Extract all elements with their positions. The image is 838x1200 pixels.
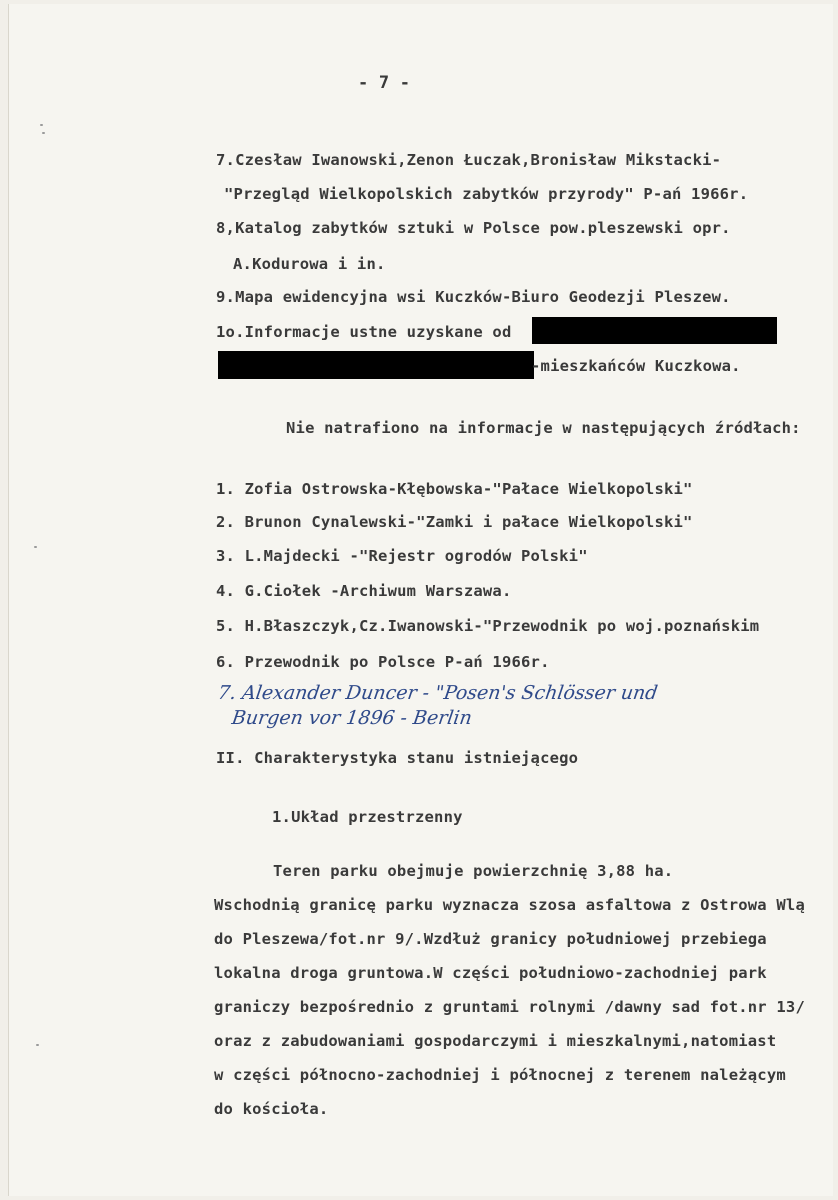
source-item-9: 9.Mapa ewidencyjna wsi Kuczków-Biuro Geodezji Pleszew.: [216, 288, 731, 306]
not-found-item-3: 3. L.Majdecki -"Rejestr ogrodów Polski": [216, 547, 588, 565]
source-item-10-line1: 1o.Informacje ustne uzyskane od: [216, 323, 512, 341]
source-item-8-line2: A.Kodurowa i in.: [233, 255, 386, 273]
page-number: - 7 -: [358, 73, 411, 93]
source-item-7-line2: "Przegląd Wielkopolskich zabytków przyrody" P-ań 1966r.: [224, 185, 749, 203]
subsection-heading: 1.Układ przestrzenny: [272, 808, 463, 826]
section-heading: II. Charakterystyka stanu istniejącego: [216, 749, 579, 767]
handwritten-note-line2: Burgen vor 1896 - Berlin: [230, 707, 474, 729]
body-line-3: do Pleszewa/fot.nr 9/.Wzdłuż granicy południowej przebiega: [214, 930, 767, 948]
not-found-item-5: 5. H.Błaszczyk,Cz.Iwanowski-"Przewodnik po woj.poznańskim: [216, 617, 760, 635]
body-line-7: w części północno-zachodniej i północnej z terenem należącym: [214, 1066, 786, 1084]
not-found-item-2: 2. Brunon Cynalewski-"Zamki i pałace Wielkopolski": [216, 513, 693, 531]
source-item-8-line1: 8,Katalog zabytków sztuki w Polsce pow.pleszewski opr.: [216, 219, 731, 237]
handwritten-note-line1: 7. Alexander Duncer - "Posen's Schlösser und: [216, 682, 660, 704]
body-line-5: graniczy bezpośrednio z gruntami rolnymi /dawny sad fot.nr 13/: [214, 998, 805, 1016]
margin-speck: [42, 132, 45, 134]
body-line-6: oraz z zabudowaniami gospodarczymi i mieszkalnymi,natomiast: [214, 1032, 777, 1050]
margin-speck: [34, 546, 37, 548]
body-line-1: Teren parku obejmuje powierzchnię 3,88 ha.: [273, 862, 674, 880]
not-found-item-6: 6. Przewodnik po Polsce P-ań 1966r.: [216, 653, 550, 671]
margin-speck: [36, 1044, 39, 1046]
not-found-item-4: 4. G.Ciołek -Archiwum Warszawa.: [216, 582, 512, 600]
source-item-10-line2: -mieszkańców Kuczkowa.: [531, 357, 741, 375]
margin-speck: [40, 124, 43, 126]
not-found-heading: Nie natrafiono na informacje w następujących źródłach:: [286, 419, 801, 437]
document-page: [8, 4, 833, 1196]
not-found-item-1: 1. Zofia Ostrowska-Kłębowska-"Pałace Wielkopolski": [216, 480, 693, 498]
body-line-2: Wschodnią granicę parku wyznacza szosa asfaltowa z Ostrowa Wlą: [214, 896, 805, 914]
body-line-8: do kościoła.: [214, 1100, 329, 1118]
redaction-block: [532, 317, 777, 344]
source-item-7-line1: 7.Czesław Iwanowski,Zenon Łuczak,Bronisław Mikstacki-: [216, 151, 722, 169]
body-line-4: lokalna droga gruntowa.W części południowo-zachodniej park: [214, 964, 767, 982]
redaction-block: [218, 351, 534, 379]
